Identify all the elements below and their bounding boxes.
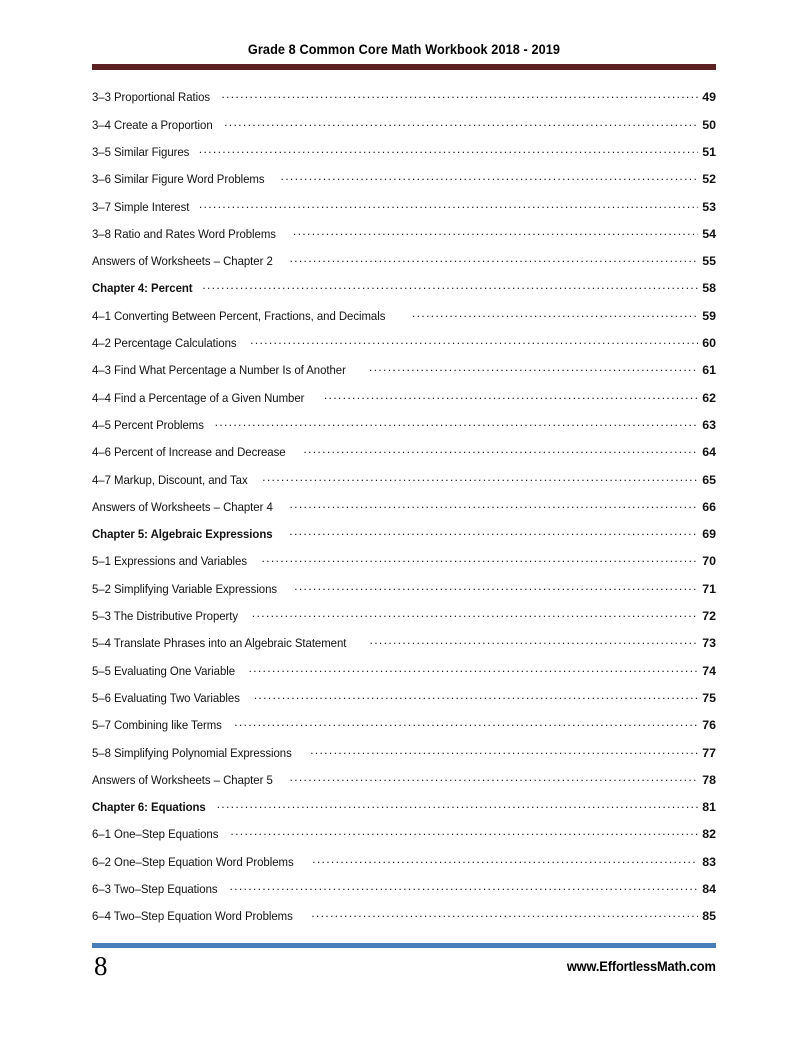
footer-rule xyxy=(92,943,716,948)
toc-entry[interactable] xyxy=(92,526,716,553)
page-footer xyxy=(92,953,716,997)
toc-dot-leader xyxy=(199,198,698,210)
toc-entry-title: 5–6 Evaluating Two Variables xyxy=(92,690,240,705)
toc-entry[interactable] xyxy=(92,253,716,280)
toc-entry-page-number: 85 xyxy=(702,909,716,924)
toc-entry[interactable] xyxy=(92,608,716,635)
toc-entry[interactable] xyxy=(92,225,716,252)
toc-dot-leader xyxy=(412,307,698,319)
toc-entry-page-number: 75 xyxy=(702,690,716,705)
toc-entry-title: 6–4 Two–Step Equation Word Problems xyxy=(92,909,293,924)
toc-entry-title: 5–1 Expressions and Variables xyxy=(92,554,247,569)
toc-entry[interactable] xyxy=(92,799,716,826)
toc-entry-page-number: 63 xyxy=(702,417,716,432)
toc-entry-page-number: 61 xyxy=(702,363,716,378)
toc-entry[interactable] xyxy=(92,362,716,389)
toc-entry-page-number: 62 xyxy=(702,390,716,405)
toc-entry-page-number: 64 xyxy=(702,445,716,460)
toc-entry-title: Answers of Worksheets – Chapter 4 xyxy=(92,499,273,514)
toc-entry-page-number: 50 xyxy=(702,117,716,132)
toc-dot-leader xyxy=(202,280,698,292)
toc-dot-leader xyxy=(252,608,698,620)
page-number: 8 xyxy=(94,951,108,981)
toc-entry-title: 5–5 Evaluating One Variable xyxy=(92,663,236,678)
toc-dot-leader xyxy=(248,662,698,674)
toc-entry-title: 4–4 Find a Percentage of a Given Number xyxy=(92,390,305,405)
toc-entry[interactable] xyxy=(92,389,716,416)
toc-entry[interactable] xyxy=(92,771,716,798)
header-rule xyxy=(92,64,716,70)
toc-entry[interactable] xyxy=(92,280,716,307)
toc-entry-page-number: 51 xyxy=(702,144,716,159)
toc-dot-leader xyxy=(262,471,698,483)
toc-entry-page-number: 74 xyxy=(702,663,716,678)
toc-dot-leader xyxy=(369,362,698,374)
toc-entry[interactable] xyxy=(92,335,716,362)
toc-entry-title: 4–2 Percentage Calculations xyxy=(92,336,237,351)
toc-dot-leader xyxy=(289,253,698,265)
toc-entry-title: 3–6 Similar Figure Word Problems xyxy=(92,172,265,187)
toc-entry-page-number: 58 xyxy=(702,281,716,296)
toc-entry-page-number: 77 xyxy=(702,745,716,760)
toc-entry-title: 5–7 Combining like Terms xyxy=(92,718,222,733)
toc-entry-title: Answers of Worksheets – Chapter 2 xyxy=(92,254,273,269)
toc-entry-page-number: 49 xyxy=(702,90,716,105)
toc-entry-title: 6–1 One–Step Equations xyxy=(92,827,219,842)
toc-dot-leader xyxy=(294,580,698,592)
toc-entry-page-number: 81 xyxy=(702,800,716,815)
toc-entry-title: Chapter 4: Percent xyxy=(92,281,193,296)
toc-entry[interactable] xyxy=(92,826,716,853)
header-title: Grade 8 Common Core Math Workbook 2018 - 2019 xyxy=(247,42,561,57)
page-header xyxy=(92,42,716,57)
toc-dot-leader xyxy=(234,717,698,729)
toc-entry-title: 3–4 Create a Proportion xyxy=(92,117,213,132)
toc-dot-leader xyxy=(217,799,698,811)
toc-entry[interactable] xyxy=(92,662,716,689)
toc-entry[interactable] xyxy=(92,444,716,471)
toc-dot-leader xyxy=(312,853,698,865)
toc-entry-page-number: 78 xyxy=(702,772,716,787)
toc-entry-page-number: 60 xyxy=(702,336,716,351)
toc-entry-title: 3–8 Ratio and Rates Word Problems xyxy=(92,226,276,241)
toc-entry-title: Chapter 6: Equations xyxy=(92,800,206,815)
toc-dot-leader xyxy=(289,771,698,783)
toc-entry[interactable] xyxy=(92,198,716,225)
toc-entry-title: 5–8 Simplifying Polynomial Expressions xyxy=(92,745,292,760)
toc-dot-leader xyxy=(303,444,698,456)
toc-dot-leader xyxy=(370,635,698,647)
toc-entry-title: 6–3 Two–Step Equations xyxy=(92,882,218,896)
toc-entry-page-number: 76 xyxy=(702,718,716,733)
toc-dot-leader xyxy=(293,225,698,237)
toc-entry-title: 4–6 Percent of Increase and Decrease xyxy=(92,445,286,460)
toc-dot-leader xyxy=(221,89,698,101)
toc-dot-leader xyxy=(289,498,698,510)
toc-entry[interactable] xyxy=(92,908,716,935)
toc-dot-leader xyxy=(261,553,698,565)
toc-entry-title: 4–1 Converting Between Percent, Fractions, and Decimals xyxy=(92,308,386,323)
toc-entry-title: 5–4 Translate Phrases into an Algebraic Statement xyxy=(92,636,347,651)
toc-entry[interactable] xyxy=(92,553,716,580)
toc-dot-leader xyxy=(229,881,698,893)
toc-entry[interactable] xyxy=(92,116,716,143)
toc-dot-leader xyxy=(230,826,698,838)
toc-entry-title: 3–5 Similar Figures xyxy=(92,144,190,159)
toc-entry-page-number: 69 xyxy=(702,527,716,542)
toc-dot-leader xyxy=(289,526,698,538)
toc-entry-title: 6–2 One–Step Equation Word Problems xyxy=(92,854,294,869)
toc-entry[interactable] xyxy=(92,498,716,525)
toc-entry-page-number: 72 xyxy=(702,609,716,624)
toc-entry-title: 5–2 Simplifying Variable Expressions xyxy=(92,581,278,596)
toc-entry[interactable] xyxy=(92,171,716,198)
toc-entry-title: 4–3 Find What Percentage a Number Is of Another xyxy=(92,363,346,378)
toc-entry-page-number: 70 xyxy=(702,554,716,569)
toc-entry[interactable] xyxy=(92,144,716,171)
toc-entry-title: 3–3 Proportional Ratios xyxy=(92,90,211,105)
toc-entry-page-number: 73 xyxy=(702,636,716,651)
toc-entry-title: Answers of Worksheets – Chapter 5 xyxy=(92,772,273,787)
toc-dot-leader xyxy=(324,389,698,401)
toc-dot-leader xyxy=(281,171,698,183)
toc-entry-title: Chapter 5: Algebraic Expressions xyxy=(92,527,273,542)
toc-dot-leader xyxy=(224,116,698,128)
toc-entry-page-number: 53 xyxy=(702,199,716,214)
toc-entry[interactable] xyxy=(92,471,716,498)
toc-dot-leader xyxy=(254,690,698,702)
toc-entry[interactable] xyxy=(92,881,716,908)
toc-entry[interactable] xyxy=(92,417,716,444)
toc-entry[interactable] xyxy=(92,853,716,880)
toc-dot-leader xyxy=(250,335,698,347)
toc-entry-page-number: 66 xyxy=(702,499,716,514)
toc-entry-title: 5–3 The Distributive Property xyxy=(92,609,239,624)
toc-entry[interactable] xyxy=(92,307,716,334)
toc-entry-page-number: 54 xyxy=(702,226,716,241)
toc-dot-leader xyxy=(310,744,698,756)
table-of-contents xyxy=(92,89,716,935)
toc-entry-title: 4–5 Percent Problems xyxy=(92,417,204,432)
toc-entry-page-number: 84 xyxy=(702,882,716,896)
toc-entry[interactable] xyxy=(92,635,716,662)
toc-entry[interactable] xyxy=(92,744,716,771)
toc-dot-leader xyxy=(199,144,698,156)
toc-dot-leader xyxy=(215,417,698,429)
toc-entry[interactable] xyxy=(92,717,716,744)
toc-entry-page-number: 83 xyxy=(702,854,716,869)
toc-entry[interactable] xyxy=(92,580,716,607)
toc-entry-page-number: 82 xyxy=(702,827,716,842)
toc-entry-page-number: 65 xyxy=(702,472,716,487)
toc-entry-page-number: 59 xyxy=(702,308,716,323)
toc-entry-page-number: 55 xyxy=(702,254,716,269)
toc-dot-leader xyxy=(311,908,698,920)
toc-entry[interactable] xyxy=(92,89,716,116)
toc-entry-page-number: 71 xyxy=(702,581,716,596)
website-link[interactable]: www.EffortlessMath.com xyxy=(567,959,716,974)
toc-entry-page-number: 52 xyxy=(702,172,716,187)
toc-entry[interactable] xyxy=(92,690,716,717)
toc-entry-title: 3–7 Simple Interest xyxy=(92,199,190,214)
toc-entry-title: 4–7 Markup, Discount, and Tax xyxy=(92,472,248,487)
